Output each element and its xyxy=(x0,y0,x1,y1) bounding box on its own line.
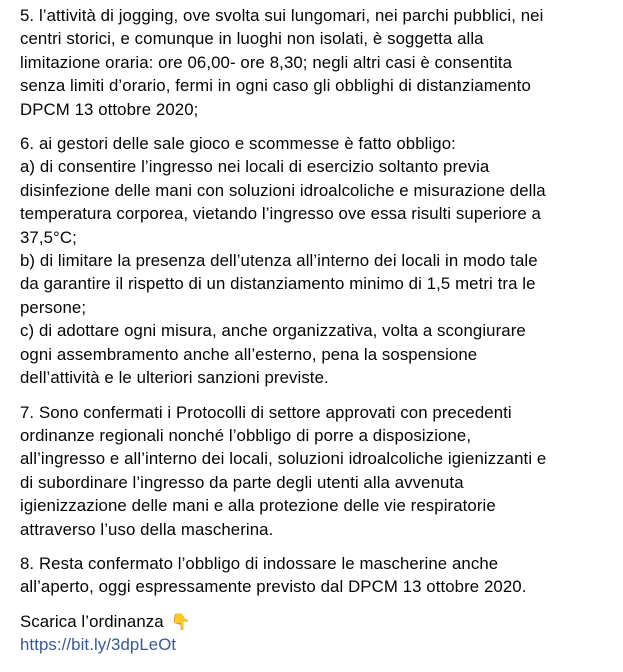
paragraph-line: disinfezione delle mani con soluzioni idroalcoliche e misurazione della xyxy=(20,180,546,200)
paragraph-line: limitazione oraria: ore 06,00- ore 8,30; negli altri casi è consentita xyxy=(20,52,513,72)
paragraph-line: 8. Resta confermato l’obbligo di indossare le mascherine anche xyxy=(20,553,499,573)
paragraph-line: c) di adottare ogni misura, anche organizzativa, volta a scongiurare xyxy=(20,321,526,341)
paragraph-line: 7. Sono confermati i Protocolli di settore approvati con precedenti xyxy=(20,402,512,422)
paragraph-line: di subordinare l’ingresso da parte degli utenti alla avvenuta xyxy=(20,472,464,492)
paragraph-line: temperatura corporea, vietando l’ingresso ove essa risulti superiore a xyxy=(20,204,541,224)
paragraph-line: 37,5°C; xyxy=(20,227,77,247)
download-section xyxy=(20,610,610,657)
paragraph-line: ogni assembramento anche all’esterno, pena la sospensione xyxy=(20,344,478,364)
paragraph-line: centri storici, e comunque in luoghi non isolati, è soggetta alla xyxy=(20,29,484,49)
paragraph-6 xyxy=(20,132,610,389)
paragraph-line: 5. l’attività di jogging, ove svolta sui lungomari, nei parchi pubblici, nei xyxy=(20,6,544,25)
paragraph-line: a) di consentire l’ingresso nei locali di esercizio soltanto previa xyxy=(20,157,490,177)
paragraph-line: dell’attività e le ulteriori sanzioni previste. xyxy=(20,368,329,388)
paragraph-8 xyxy=(20,552,610,599)
post-body xyxy=(20,4,610,657)
paragraph-line: DPCM 13 ottobre 2020; xyxy=(20,99,199,119)
download-text: Scarica l’ordinanza xyxy=(20,611,164,631)
paragraph-line: all’ingresso e all’interno dei locali, soluzioni idroalcoliche igienizzanti e xyxy=(20,449,547,469)
paragraph-5 xyxy=(20,4,610,121)
download-line xyxy=(20,610,610,633)
paragraph-7 xyxy=(20,401,610,541)
ordinance-link[interactable]: https://bit.ly/3dpLeOt xyxy=(20,635,177,655)
paragraph-line: persone; xyxy=(20,297,87,317)
paragraph-line: ordinanze regionali nonché l’obbligo di porre a disposizione, xyxy=(20,425,472,445)
paragraph-line: da garantire il rispetto di un distanziamento minimo di 1,5 metri tra le xyxy=(20,274,536,294)
paragraph-line: igienizzazione delle mani e alla protezione delle vie respiratorie xyxy=(20,496,496,516)
paragraph-line: b) di limitare la presenza dell’utenza all’interno dei locali in modo tale xyxy=(20,251,538,271)
paragraph-line: senza limiti d’orario, fermi in ogni caso gli obblighi di distanziamento xyxy=(20,76,531,96)
paragraph-line: attraverso l’uso della mascherina. xyxy=(20,519,274,539)
paragraph-line: 6. ai gestori delle sale gioco e scommesse è fatto obbligo: xyxy=(20,134,456,154)
paragraph-line: all’aperto, oggi espressamente previsto dal DPCM 13 ottobre 2020. xyxy=(20,577,527,597)
pointing-down-icon: 👇 xyxy=(170,611,191,631)
